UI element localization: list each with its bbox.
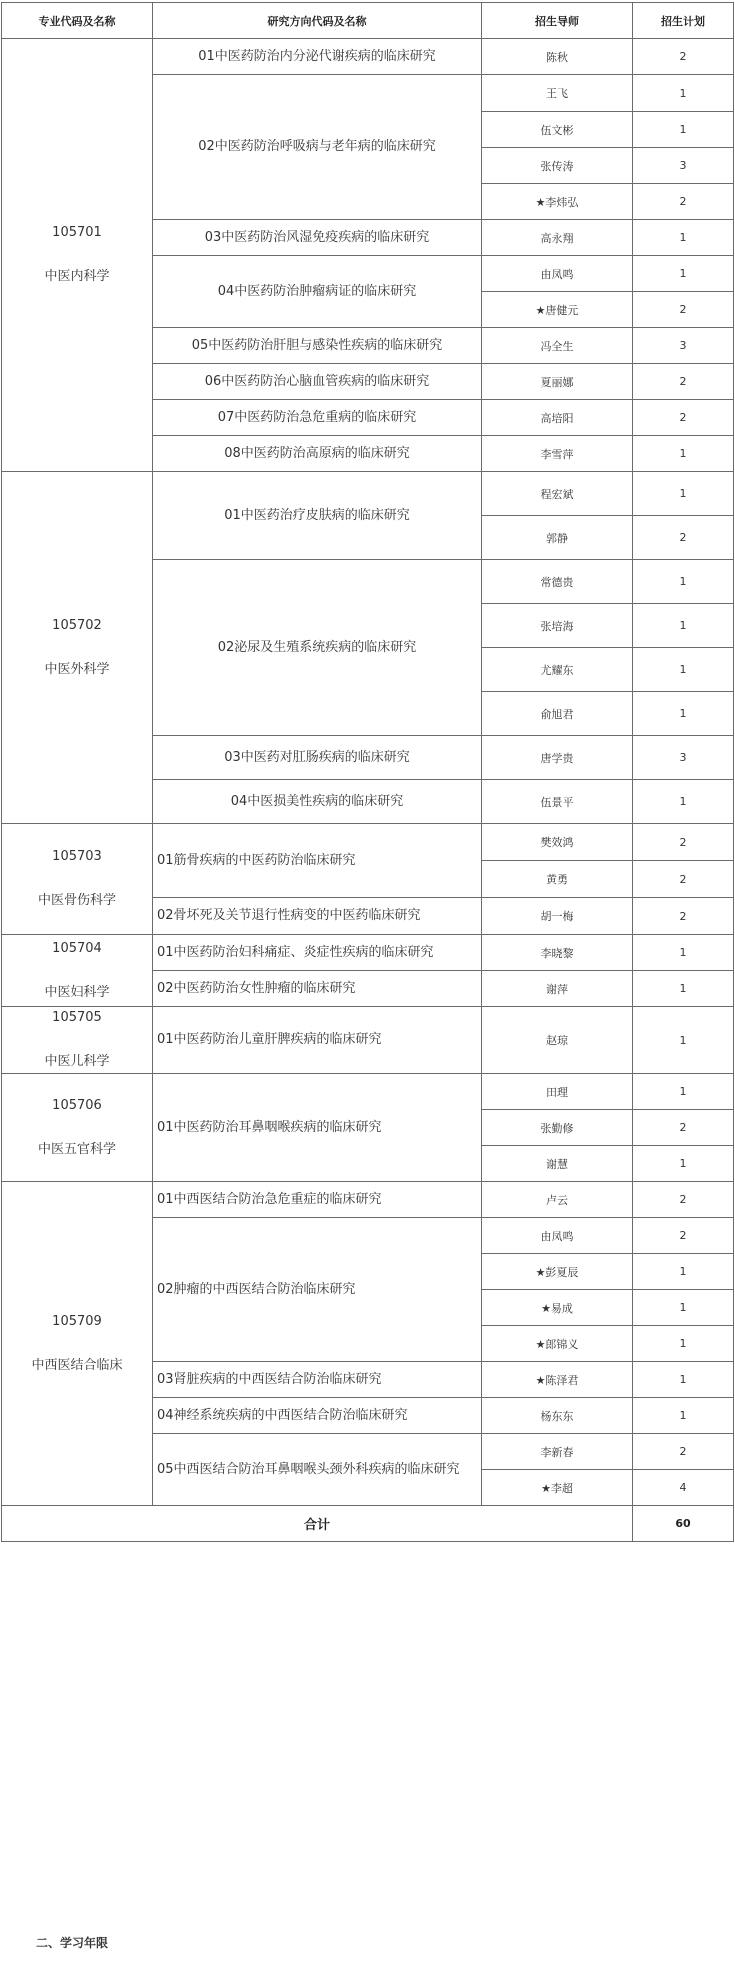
research-direction: 04中医药防治肿瘤病证的临床研究 xyxy=(153,256,482,328)
enrollment-quota: 1 xyxy=(633,1254,734,1290)
table-row xyxy=(2,1182,734,1218)
enrollment-quota: 2 xyxy=(633,184,734,220)
research-direction: 04中医损美性疾病的临床研究 xyxy=(153,780,482,824)
tutor-name: 李新春 xyxy=(482,1434,633,1470)
tutor-name: 张勤修 xyxy=(482,1110,633,1146)
research-direction: 01中医药治疗皮肤病的临床研究 xyxy=(153,472,482,560)
table-row xyxy=(2,39,734,75)
header-quota: 招生计划 xyxy=(633,3,734,39)
enrollment-quota: 2 xyxy=(633,824,734,861)
table-row xyxy=(2,824,734,861)
enrollment-quota: 1 xyxy=(633,780,734,824)
enrollment-quota: 1 xyxy=(633,1290,734,1326)
section-heading-study-years: 二、学习年限 xyxy=(36,1936,109,1950)
major-code: 105706 xyxy=(52,1097,102,1113)
table-header-row xyxy=(2,3,734,39)
research-direction: 02中医药防治女性肿瘤的临床研究 xyxy=(153,971,482,1007)
enrollment-quota: 2 xyxy=(633,400,734,436)
tutor-name: ★唐健元 xyxy=(482,292,633,328)
table-row xyxy=(2,1074,734,1110)
research-direction: 07中医药防治急危重病的临床研究 xyxy=(153,400,482,436)
major-name: 中医妇科学 xyxy=(44,984,110,1000)
header-major: 专业代码及名称 xyxy=(2,3,153,39)
major-name: 中医五官科学 xyxy=(37,1141,116,1157)
research-direction: 01中医药防治妇科痛症、炎症性疾病的临床研究 xyxy=(153,935,482,971)
major-code: 105701 xyxy=(52,225,102,240)
research-direction: 01中医药防治耳鼻咽喉疾病的临床研究 xyxy=(153,1074,482,1182)
tutor-name: 俞旭君 xyxy=(482,692,633,736)
enrollment-quota: 1 xyxy=(633,1074,734,1110)
major-code: 105709 xyxy=(52,1313,102,1329)
research-direction: 01筋骨疾病的中医药防治临床研究 xyxy=(153,824,482,898)
enrollment-quota: 2 xyxy=(633,1110,734,1146)
tutor-name: 郭静 xyxy=(482,516,633,560)
tutor-name: ★彭夏辰 xyxy=(482,1254,633,1290)
research-direction: 02骨坏死及关节退行性病变的中医药临床研究 xyxy=(153,898,482,935)
major-name: 中医外科学 xyxy=(44,661,110,677)
major-code: 105705 xyxy=(52,1010,102,1025)
tutor-name: 程宏斌 xyxy=(482,472,633,516)
research-direction: 02肿瘤的中西医结合防治临床研究 xyxy=(153,1218,482,1362)
enrollment-quota: 2 xyxy=(633,516,734,560)
tutor-name: ★李炜弘 xyxy=(482,184,633,220)
research-direction: 05中西医结合防治耳鼻咽喉头颈外科疾病的临床研究 xyxy=(153,1434,482,1506)
major-code: 105704 xyxy=(52,940,102,956)
enrollment-quota: 2 xyxy=(633,1434,734,1470)
tutor-name: 樊效鸿 xyxy=(482,824,633,861)
total-row xyxy=(2,1506,734,1542)
research-direction: 05中医药防治肝胆与感染性疾病的临床研究 xyxy=(153,328,482,364)
enrollment-quota: 1 xyxy=(633,256,734,292)
enrollment-quota: 1 xyxy=(633,112,734,148)
tutor-name: ★李超 xyxy=(482,1470,633,1506)
tutor-name: 由凤鸣 xyxy=(482,1218,633,1254)
research-direction: 01中医药防治儿童肝脾疾病的临床研究 xyxy=(153,1007,482,1074)
tutor-name: 常德贵 xyxy=(482,560,633,604)
enrollment-table xyxy=(1,2,734,1542)
research-direction: 02泌尿及生殖系统疾病的临床研究 xyxy=(153,560,482,736)
tutor-name: 伍景平 xyxy=(482,780,633,824)
enrollment-quota: 4 xyxy=(633,1470,734,1506)
major-cell xyxy=(2,935,153,1007)
research-direction: 02中医药防治呼吸病与老年病的临床研究 xyxy=(153,75,482,220)
research-direction: 06中医药防治心脑血管疾病的临床研究 xyxy=(153,364,482,400)
enrollment-quota: 1 xyxy=(633,1007,734,1074)
tutor-name: 高永翔 xyxy=(482,220,633,256)
major-name: 中西医结合临床 xyxy=(31,1357,123,1373)
major-cell xyxy=(2,824,153,935)
tutor-name: 谢萍 xyxy=(482,971,633,1007)
tutor-name: 黄勇 xyxy=(482,861,633,898)
research-direction: 03中医药防治风湿免疫疾病的临床研究 xyxy=(153,220,482,256)
major-cell xyxy=(2,39,153,472)
tutor-name: 李雪萍 xyxy=(482,436,633,472)
major-cell xyxy=(2,472,153,824)
tutor-name: 夏丽娜 xyxy=(482,364,633,400)
header-direction: 研究方向代码及名称 xyxy=(153,3,482,39)
tutor-name: ★郎锦义 xyxy=(482,1326,633,1362)
tutor-name: 田理 xyxy=(482,1074,633,1110)
table-row xyxy=(2,472,734,516)
major-cell xyxy=(2,1182,153,1506)
tutor-name: 唐学贵 xyxy=(482,736,633,780)
tutor-name: 张传涛 xyxy=(482,148,633,184)
major-name: 中医骨伤科学 xyxy=(37,893,116,908)
tutor-name: 冯全生 xyxy=(482,328,633,364)
enrollment-quota: 2 xyxy=(633,861,734,898)
enrollment-quota: 2 xyxy=(633,39,734,75)
enrollment-quota: 1 xyxy=(633,75,734,112)
research-direction: 04神经系统疾病的中西医结合防治临床研究 xyxy=(153,1398,482,1434)
research-direction: 03肾脏疾病的中西医结合防治临床研究 xyxy=(153,1362,482,1398)
enrollment-quota: 1 xyxy=(633,971,734,1007)
enrollment-quota: 1 xyxy=(633,220,734,256)
table-row xyxy=(2,1007,734,1074)
enrollment-quota: 3 xyxy=(633,328,734,364)
header-tutor: 招生导师 xyxy=(482,3,633,39)
enrollment-quota: 2 xyxy=(633,364,734,400)
tutor-name: 高培阳 xyxy=(482,400,633,436)
enrollment-quota: 1 xyxy=(633,1398,734,1434)
major-cell xyxy=(2,1007,153,1074)
tutor-name: 伍文彬 xyxy=(482,112,633,148)
enrollment-quota: 3 xyxy=(633,736,734,780)
enrollment-quota: 1 xyxy=(633,692,734,736)
table-row xyxy=(2,935,734,971)
enrollment-quota: 2 xyxy=(633,898,734,935)
enrollment-quota: 1 xyxy=(633,560,734,604)
enrollment-quota: 3 xyxy=(633,148,734,184)
major-name: 中医内科学 xyxy=(44,269,110,284)
major-code: 105703 xyxy=(52,849,102,864)
major-cell xyxy=(2,1074,153,1182)
total-label: 合计 xyxy=(2,1506,633,1542)
tutor-name: 谢慧 xyxy=(482,1146,633,1182)
tutor-name: 胡一梅 xyxy=(482,898,633,935)
tutor-name: 李晓黎 xyxy=(482,935,633,971)
tutor-name: 尤耀东 xyxy=(482,648,633,692)
tutor-name: 王飞 xyxy=(482,75,633,112)
tutor-name: 赵琼 xyxy=(482,1007,633,1074)
enrollment-quota: 2 xyxy=(633,292,734,328)
research-direction: 01中医药防治内分泌代谢疾病的临床研究 xyxy=(153,39,482,75)
research-direction: 03中医药对肛肠疾病的临床研究 xyxy=(153,736,482,780)
enrollment-quota: 1 xyxy=(633,648,734,692)
tutor-name: 卢云 xyxy=(482,1182,633,1218)
total-value: 60 xyxy=(633,1506,734,1542)
tutor-name: ★易成 xyxy=(482,1290,633,1326)
enrollment-quota: 2 xyxy=(633,1218,734,1254)
research-direction: 08中医药防治高原病的临床研究 xyxy=(153,436,482,472)
research-direction: 01中西医结合防治急危重症的临床研究 xyxy=(153,1182,482,1218)
tutor-name: 陈秋 xyxy=(482,39,633,75)
enrollment-quota: 1 xyxy=(633,1146,734,1182)
enrollment-quota: 1 xyxy=(633,436,734,472)
enrollment-quota: 1 xyxy=(633,472,734,516)
tutor-name: 杨东东 xyxy=(482,1398,633,1434)
major-name: 中医儿科学 xyxy=(44,1054,110,1069)
table-body xyxy=(2,39,734,1542)
enrollment-quota: 1 xyxy=(633,1362,734,1398)
enrollment-quota: 1 xyxy=(633,604,734,648)
enrollment-quota: 1 xyxy=(633,1326,734,1362)
major-code: 105702 xyxy=(52,617,102,633)
tutor-name: ★陈泽君 xyxy=(482,1362,633,1398)
tutor-name: 由凤鸣 xyxy=(482,256,633,292)
enrollment-quota: 2 xyxy=(633,1182,734,1218)
enrollment-quota: 1 xyxy=(633,935,734,971)
tutor-name: 张培海 xyxy=(482,604,633,648)
